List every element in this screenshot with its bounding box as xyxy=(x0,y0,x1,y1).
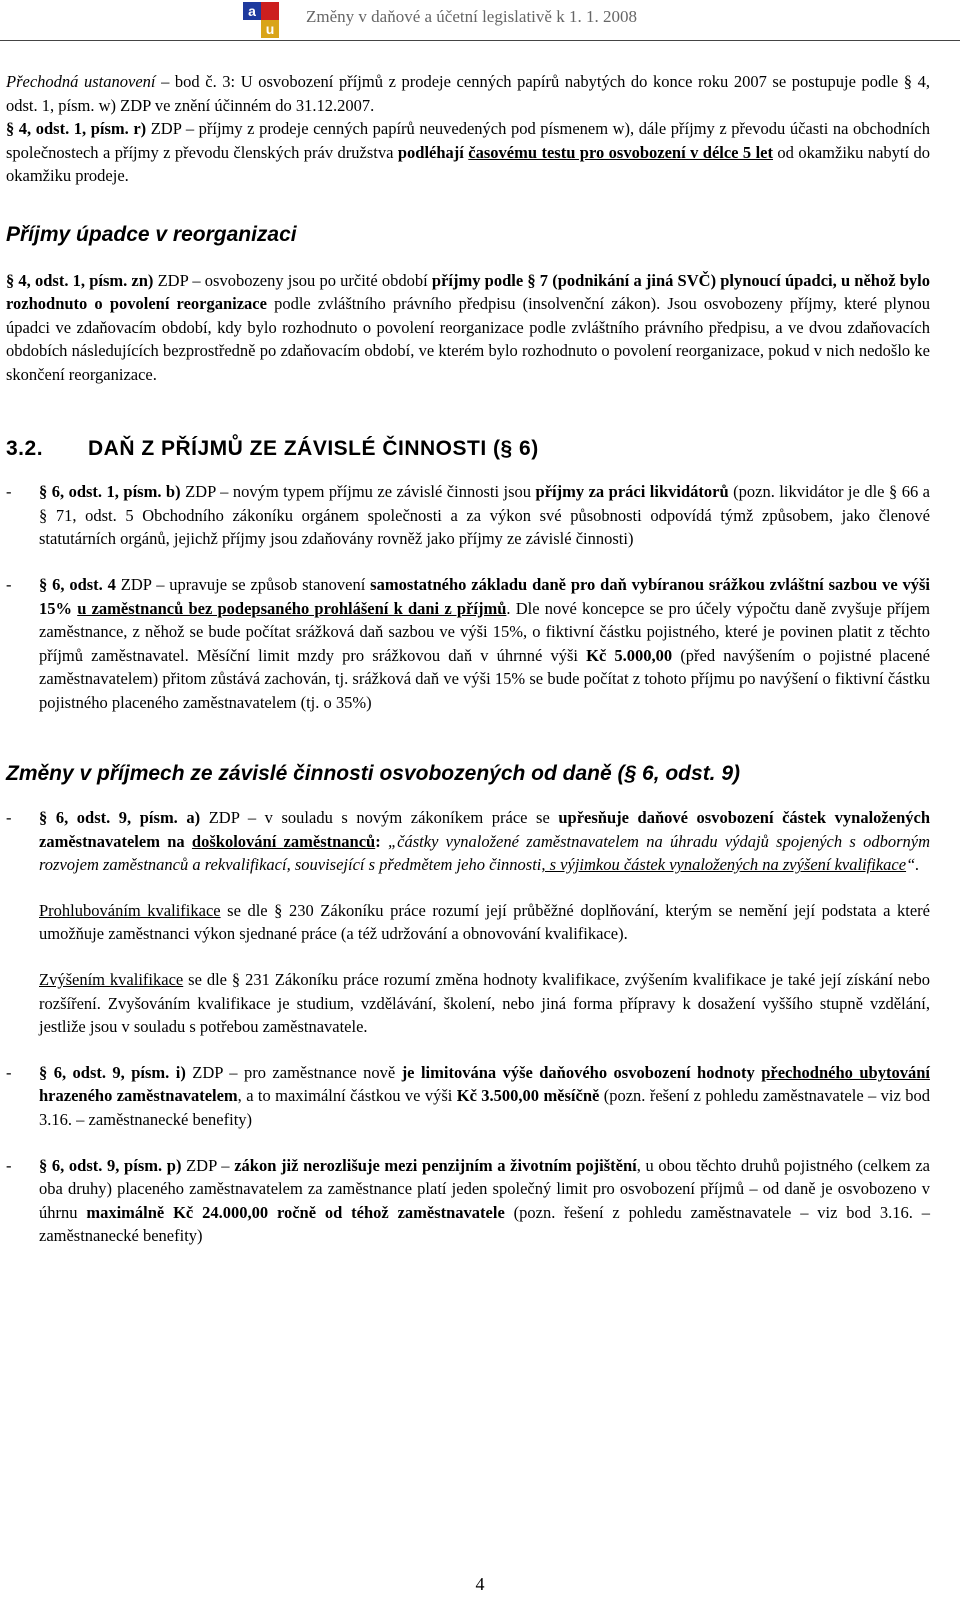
quoted-underlined-text: , s výjimkou částek vynaložených na zvýšení kvalifikace xyxy=(541,855,907,875)
list-item xyxy=(6,480,930,551)
au-logo xyxy=(243,2,279,38)
quote-end: “. xyxy=(906,855,920,875)
text: ZDP – novým typem příjmu ze závislé činnosti jsou xyxy=(180,482,536,502)
list-dash: - xyxy=(6,1155,12,1175)
list-dash: - xyxy=(6,1062,12,1082)
bold-underlined-text: doškolování zaměstnanců xyxy=(191,831,376,851)
text: (pozn. řešení z pohledu zaměstnavatele – viz bod 3.16. – zaměstnanecké benefity) xyxy=(39,1086,930,1129)
text: ZDP – osvobozeny jsou po určité období xyxy=(153,270,432,290)
text: . Dle nové koncepce se pro účely výpočtu daně zvyšuje příjem zaměstnance, z něhož se bude počítat srážková daň sazbou ve výši 15%, o fiktivní částku pojistného, které je povinen platit z těchto příjmů zaměstnavatel. Měsíční limit mzdy pro srážkovou daň v úhrnné výši xyxy=(39,598,930,665)
bold-text: příjmy podle § 7 (podnikání a jiná SVČ) plynoucí úpadci, u něhož bylo rozhodnuto o povolení reorganizace xyxy=(6,270,930,314)
list-item-body xyxy=(39,1061,930,1132)
list-item-body xyxy=(39,573,930,715)
text: (pozn. řešení z pohledu zaměstnavatele – viz bod 3.16. – zaměstnanecké benefity) xyxy=(39,1202,930,1246)
text: ZDP – v souladu s novým zákoníkem práce se xyxy=(200,808,559,828)
colon: : xyxy=(375,831,381,851)
section-heading xyxy=(6,437,930,461)
list-dash: - xyxy=(6,808,12,828)
text: ZDP – pro zaměstnance nově xyxy=(185,1062,402,1082)
page-header xyxy=(0,0,960,44)
ref-4-1-r: § 4, odst. 1, písm. r) xyxy=(6,119,147,139)
list-dash: - xyxy=(6,482,12,502)
list-item xyxy=(6,806,930,877)
bold-text: příjmy za práci likvidátorů xyxy=(535,482,729,502)
list-item xyxy=(6,1154,930,1248)
amount: maximálně Kč 24.000,00 ročně od téhož zaměstnavatele xyxy=(86,1202,505,1222)
page-number: 4 xyxy=(475,1574,485,1594)
amount: Kč 5.000,00 xyxy=(586,645,673,665)
bold-text: samostatného základu daně pro daň vybíranou srážkou zvláštní sazbou ve výši 15% xyxy=(39,574,931,618)
time-test-emphasis: časovému testu pro osvobození v délce 5 let xyxy=(468,142,773,162)
list-dash: - xyxy=(6,574,12,594)
list-item-body xyxy=(39,480,930,551)
bold-text: podléhají xyxy=(397,142,469,162)
qualification-increase-paragraph xyxy=(6,968,930,1039)
transition-text: – bod č. 3: U osvobození příjmů z prodeje cenných papírů nabytých do konce roku 2007 se postupuje podle § 4, odst. 1, písm. w) ZDP ve znění účinném do 31.12.2007. xyxy=(6,72,930,115)
ref-6-9-a: § 6, odst. 9, písm. a) xyxy=(39,808,201,828)
qualification-deepening-paragraph xyxy=(6,899,930,946)
text: se dle § 231 Zákoníku práce rozumí změna hodnoty kvalifikace, zvýšením kvalifikace je také její získání nebo rozšíření. Zvyšováním kvalifikace je studium, vzdělávání, školení, nebo jiná forma přípravy k dosažení vyššího stupně vzdělání, jestliže jsou v souladu s potřebou zaměstnavatele. xyxy=(39,970,930,1037)
reorganization-paragraph xyxy=(6,269,930,387)
text: podle zvláštního právního předpisu (insolvenční zákon). Jsou osvobozeny příjmy, které plynou úpadci ve zdaňovacím období, kdy bylo rozhodnuto o povolení reorganizace podle zvláštního právního předpisu, a ve dvou zdaňovacích obdobích následujících bezprostředně po zdaňovacím období, ve kterém bylo rozhodnuto o povolení reorganizace, pokud v nich nedošlo ke skončení reorganizace. xyxy=(6,294,930,384)
text: ZDP – xyxy=(181,1155,235,1175)
text: (pozn. likvidátor je dle § 66 a § 71, odst. 5 Obchodního zákoníku orgánem společnosti a za výkon své působnosti odpovídá týmž způsobem, jako členové statutárních orgánů, jejichž příjmy jsou zdaňovány rovněž jako příjmy ze závislé činnosti) xyxy=(39,482,931,549)
bold-text: je limitována výše daňového osvobození hodnoty xyxy=(401,1062,762,1082)
term-increase: Zvýšením kvalifikace xyxy=(39,970,184,990)
amount: Kč 3.500,00 měsíčně xyxy=(456,1086,600,1106)
text: od okamžiku nabytí do okamžiku prodeje. xyxy=(6,142,930,186)
text: , a to maximální částkou ve výši xyxy=(237,1086,457,1106)
bold-underlined-text: u zaměstnanců bez podepsaného prohlášení k dani z příjmů xyxy=(77,598,507,618)
section-number: 3.2. xyxy=(6,436,44,460)
transition-paragraph xyxy=(6,70,930,117)
list-item-body xyxy=(39,1154,930,1248)
ref-6-9-i: § 6, odst. 9, písm. i) xyxy=(39,1062,186,1082)
securities-paragraph xyxy=(6,117,930,188)
section-title: DAŇ Z PŘÍJMŮ ZE ZÁVISLÉ ČINNOSTI (§ 6) xyxy=(88,436,539,460)
ref-6-4: § 6, odst. 4 xyxy=(39,574,116,594)
logo-square-a: a xyxy=(243,2,261,20)
logo-square-red xyxy=(261,2,279,20)
bold-text: hrazeného zaměstnavatelem xyxy=(39,1086,238,1106)
text: ZDP – upravuje se způsob stanovení xyxy=(115,574,371,594)
ref-6-9-p: § 6, odst. 9, písm. p) xyxy=(39,1155,182,1175)
text: (před navýšením o pojistné placené zaměstnavatelem) přitom zůstává zachován, tj. srážková daň ve výši 15% se bude počítat z tohoto příjmu po navýšení o fiktivní částku pojistného placeného zaměstnavatelem (tj. o 35%) xyxy=(39,645,930,712)
header-divider xyxy=(0,40,960,41)
text: ZDP – příjmy z prodeje cenných papírů neuvedených pod písmenem w), dále příjmy z převodu účasti na obchodních společnostech a příjmy z převodu členských práv družstva xyxy=(6,119,930,162)
term-deepening: Prohlubováním kvalifikace xyxy=(39,900,221,920)
heading-exempt-income: Změny v příjmech ze závislé činnosti osvobozených od daně (§ 6, odst. 9) xyxy=(6,762,741,786)
text: , u obou těchto druhů pojistného (celkem za oba druhy) placeného zaměstnavatelem za zaměstnance platí jeden společný limit pro osvobození příjmů – od daně je osvobozeno v úhrnu xyxy=(39,1155,930,1222)
transition-label: Přechodná ustanovení xyxy=(6,72,156,91)
list-item xyxy=(6,573,930,715)
logo-square-u: u xyxy=(261,20,279,38)
quoted-text: „částky vynaložené zaměstnavatelem na úhradu výdajů spojených s odborným rozvojem zaměstnanců a rekvalifikací, související s předmětem jeho činnosti xyxy=(39,831,930,875)
heading-reorganization: Příjmy úpadce v reorganizaci xyxy=(6,222,297,246)
list-item-body xyxy=(39,806,930,877)
ref-4-1-zn: § 4, odst. 1, písm. zn) xyxy=(6,270,154,290)
header-title: Změny v daňové a účetní legislativě k 1. 1. 2008 xyxy=(306,7,637,26)
list-item xyxy=(6,1061,930,1132)
bold-text: zákon již nerozlišuje mezi penzijním a životním pojištění xyxy=(234,1155,637,1175)
text: se dle § 230 Zákoníku práce rozumí její průběžné doplňování, kterým se nemění její podstata a které umožňuje zaměstnanci výkon sjednané práce (a též udržování a obnovování kvalifikace). xyxy=(39,900,930,944)
document-body xyxy=(6,46,930,1248)
ref-6-1-b: § 6, odst. 1, písm. b) xyxy=(39,482,181,502)
bold-underlined-text: přechodného ubytování xyxy=(761,1062,930,1082)
bold-text: upřesňuje daňové osvobození částek vynaložených zaměstnavatelem na xyxy=(39,808,930,851)
